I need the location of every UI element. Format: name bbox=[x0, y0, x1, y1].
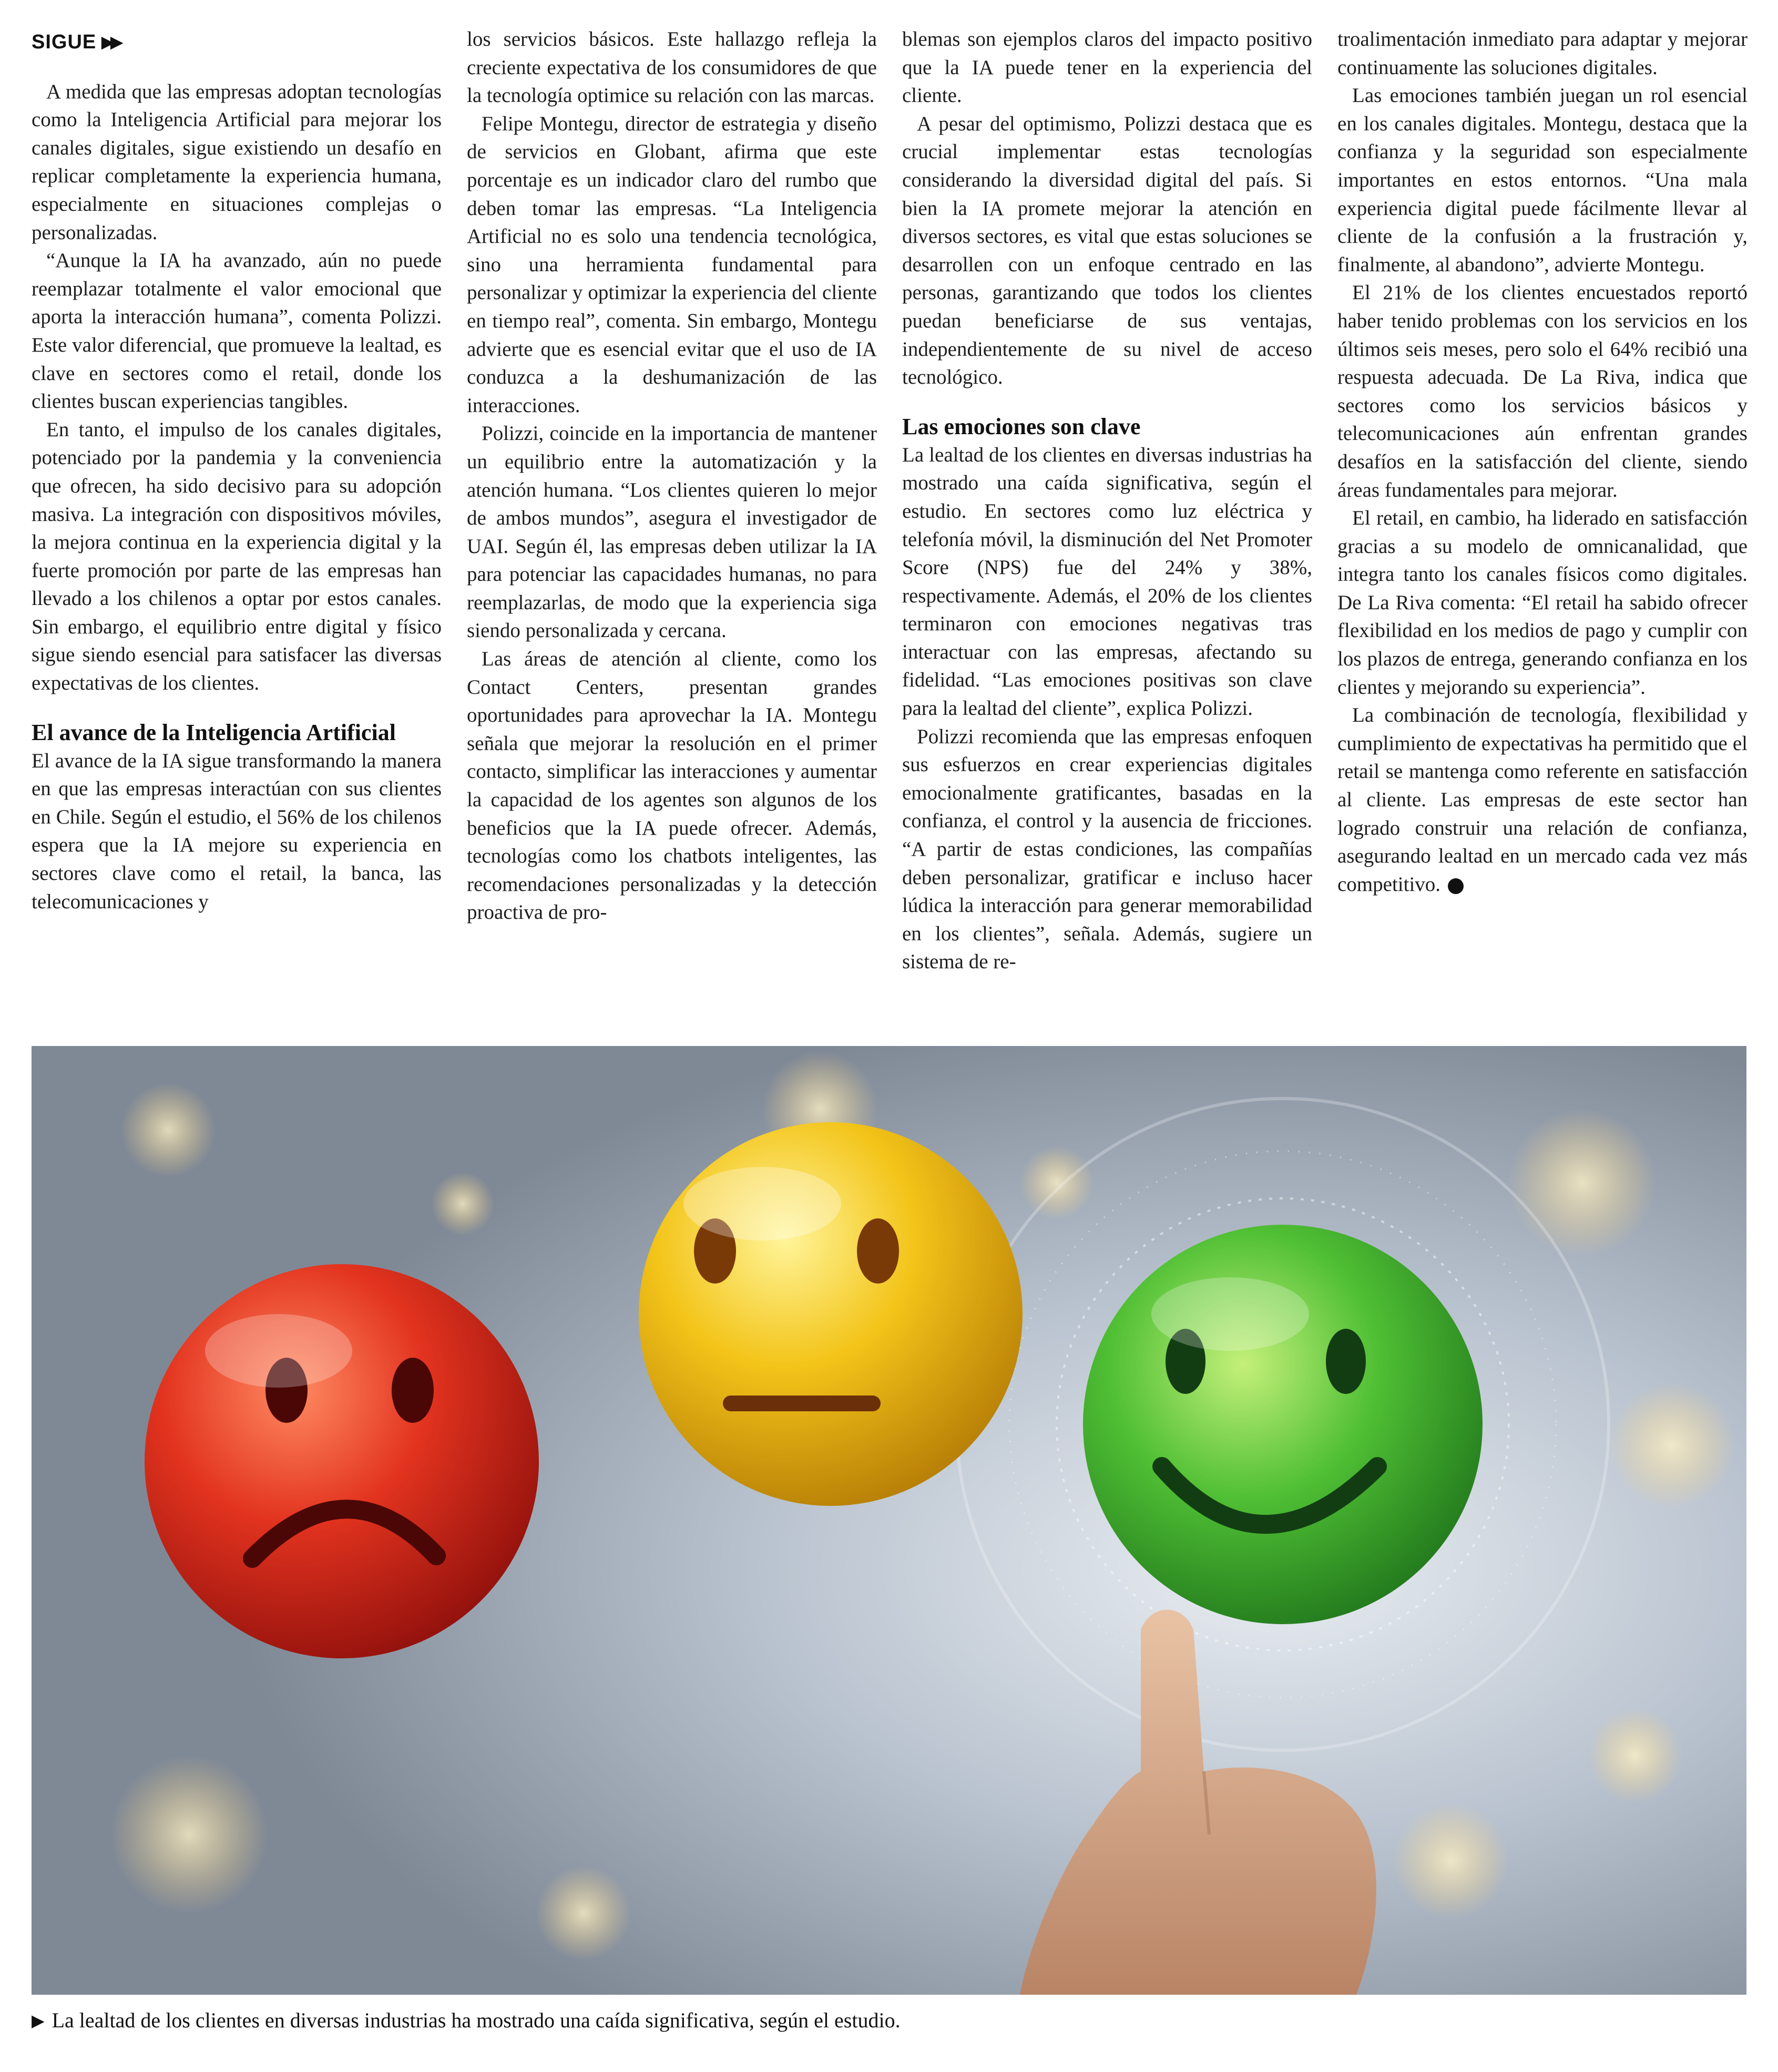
neutral-face-icon bbox=[639, 1122, 1023, 1506]
photo-caption bbox=[32, 2007, 1746, 2034]
emoji-feedback-illustration bbox=[32, 1046, 1746, 1995]
paragraph-final bbox=[1337, 701, 1748, 898]
column-4 bbox=[1337, 25, 1748, 1024]
paragraph: blemas son ejemplos claros del impacto positivo que la IA puede tener en la experiencia del cliente. bbox=[902, 28, 1312, 107]
end-of-article-icon bbox=[1448, 878, 1464, 894]
double-arrow-icon: ▶▶ bbox=[101, 34, 120, 51]
paragraph: los servicios básicos. Este hallazgo refleja la creciente expectativa de los consumidores de que la tecnología optimice su relación con las marcas. bbox=[467, 28, 877, 107]
paragraph: A medida que las empresas adoptan tecnologías como la Inteligencia Artificial para mejorar los canales digitales, sigue existiendo un desafío en replicar completamente la experiencia humana, especialmente en situaciones complejas o personalizadas. bbox=[32, 80, 442, 244]
subheading-emociones: Las emociones son clave bbox=[902, 413, 1141, 439]
sad-face-icon bbox=[145, 1264, 539, 1658]
paragraph: En tanto, el impulso de los canales digitales, potenciado por la pandemia y la conveniencia que ofrecen, ha sido decisivo para su adopción masiva. La integración con dispositivos móviles, la mejora continua en la experiencia digital y la fuerte promoción por parte de las empresas han llevado a los chilenos a optar por estos canales. Sin embargo, el equilibrio entre digital y físico sigue siendo esencial para satisfacer las diversas expectativas de los clientes. bbox=[32, 418, 442, 695]
subheading-ia: El avance de la Inteligencia Artificial bbox=[32, 719, 396, 745]
paragraph: Polizzi recomienda que las empresas enfoquen sus esfuerzos en crear experiencias digitales emocionalmente gratificantes, basadas en la confianza, el control y la ausencia de fricciones. “A partir de estas condiciones, las compañías deben personalizar, gratificar e incluso hacer lúdica la interacción para generar memorabilidad en los clientes”, señala. Además, sugiere un sistema de re- bbox=[902, 725, 1312, 973]
paragraph: El avance de la IA sigue transformando la manera en que las empresas interactúan con sus clientes en Chile. Según el estudio, el 56% de los chilenos espera que la IA mejore su experiencia en sectores clave como el retail, la banca, las telecomunicaciones y bbox=[32, 749, 442, 913]
paragraph: La lealtad de los clientes en diversas industrias ha mostrado una caída significativa, según el estudio. En sectores como luz eléctrica y telefonía móvil, la disminución del Net Promoter Score (NPS) fue del 24% y 38%, respectivamente. Además, el 20% de los clientes terminaron con emociones negativas tras interactuar con las empresas, afectando su fidelidad. “Las emociones positivas son clave para la lealtad del cliente”, explica Polizzi. bbox=[902, 443, 1312, 720]
paragraph: El 21% de los clientes encuestados reportó haber tenido problemas con los servicios en los últimos seis meses, pero solo el 64% recibió una respuesta adecuada. De La Riva, indica que sectores como los servicios básicos y telecomunicaciones aún enfrentan grandes desafíos en la satisfacción del cliente, siendo áreas fundamentales para mejorar. bbox=[1337, 281, 1748, 501]
paragraph: El retail, en cambio, ha liderado en satisfacción gracias a su modelo de omnicanalidad, que integra tanto los canales físicos como digitales. De La Riva comenta: “El retail ha sabido ofrecer flexibilidad en los medios de pago y cumplir con los plazos de entrega, generando confianza en los clientes y mejorando su experiencia”. bbox=[1337, 507, 1748, 699]
paragraph: A pesar del optimismo, Polizzi destaca que es crucial implementar estas tecnologías considerando la diversidad digital del país. Si bien la IA promete mejorar la atención en diversos sectores, es vital que estas soluciones se desarrollen con un enfoque centrado en las personas, garantizando que todos los clientes puedan beneficiarse de sus ventajas, independientemente de su nivel de acceso tecnológico. bbox=[902, 112, 1312, 389]
column-2 bbox=[467, 25, 877, 1024]
column-3 bbox=[902, 25, 1312, 1024]
paragraph: troalimentación inmediato para adaptar y mejorar continuamente las soluciones digitales. bbox=[1337, 28, 1748, 79]
happy-face-icon bbox=[1083, 1225, 1483, 1624]
column-1 bbox=[32, 25, 442, 1024]
sigue-label: SIGUE bbox=[32, 31, 97, 53]
paragraph: “Aunque la IA ha avanzado, aún no puede reemplazar totalmente el valor emocional que aporta la interacción humana”, comenta Polizzi. Este valor diferencial, que promueve la lealtad, es clave en sectores como el retail, donde los clientes buscan experiencias tangibles. bbox=[32, 249, 442, 413]
paragraph: Polizzi, coincide en la importancia de mantener un equilibrio entre la automatización y la atención humana. “Los clientes quieren lo mejor de ambos mundos”, asegura el investigador de UAI. Según él, las empresas deben utilizar la IA para potenciar las capacidades humanas, no para reemplazarlas, de modo que la experiencia siga siendo personalizada y cercana. bbox=[467, 422, 877, 642]
article-columns bbox=[32, 25, 1746, 1024]
paragraph: Felipe Montegu, director de estrategia y diseño de servicios en Globant, afirma que este porcentaje es un indicador claro del rumbo que deben tomar las empresas. “La Inteligencia Artificial no es solo una tendencia tecnológica, sino una herramienta fundamental para personalizar y optimizar la experiencia del cliente en tiempo real”, comenta. Sin embargo, Montegu advierte que es esencial evitar que el uso de IA conduzca a la deshumanización de las interacciones. bbox=[467, 112, 877, 417]
paragraph: Las áreas de atención al cliente, como los Contact Centers, presentan grandes oportunidades para aprovechar la IA. Montegu señala que mejorar la resolución en el primer contacto, simplificar las interacciones y aumentar la capacidad de los agentes son algunos de los beneficios que la IA puede ofrecer. Además, tecnologías como los chatbots inteligentes, las recomendaciones personalizadas y la detección proactiva de pro- bbox=[467, 648, 877, 924]
caption-triangle-icon: ▶ bbox=[32, 2011, 45, 2030]
paragraph: Las emociones también juegan un rol esencial en los canales digitales. Montegu, destaca que la confianza y la seguridad son especialmente importantes en estos entornos. “Una mala experiencia digital puede fácilmente llevar al cliente de la confusión a la frustración y, finalmente, al abandono”, advierte Montegu. bbox=[1337, 84, 1748, 276]
caption-text: La lealtad de los clientes en diversas industrias ha mostrado una caída significativa, según el estudio. bbox=[52, 2008, 901, 2032]
article-photo bbox=[32, 1046, 1746, 1995]
paragraph-text: La combinación de tecnología, flexibilidad y cumplimiento de expectativas ha permitido que el retail se mantenga como referente en satisfacción al cliente. Las empresas de este sector han logrado construir una relación de confianza, asegurando lealtad en un mercado cada vez más competitivo. bbox=[1337, 704, 1748, 896]
sigue-header bbox=[32, 28, 442, 57]
